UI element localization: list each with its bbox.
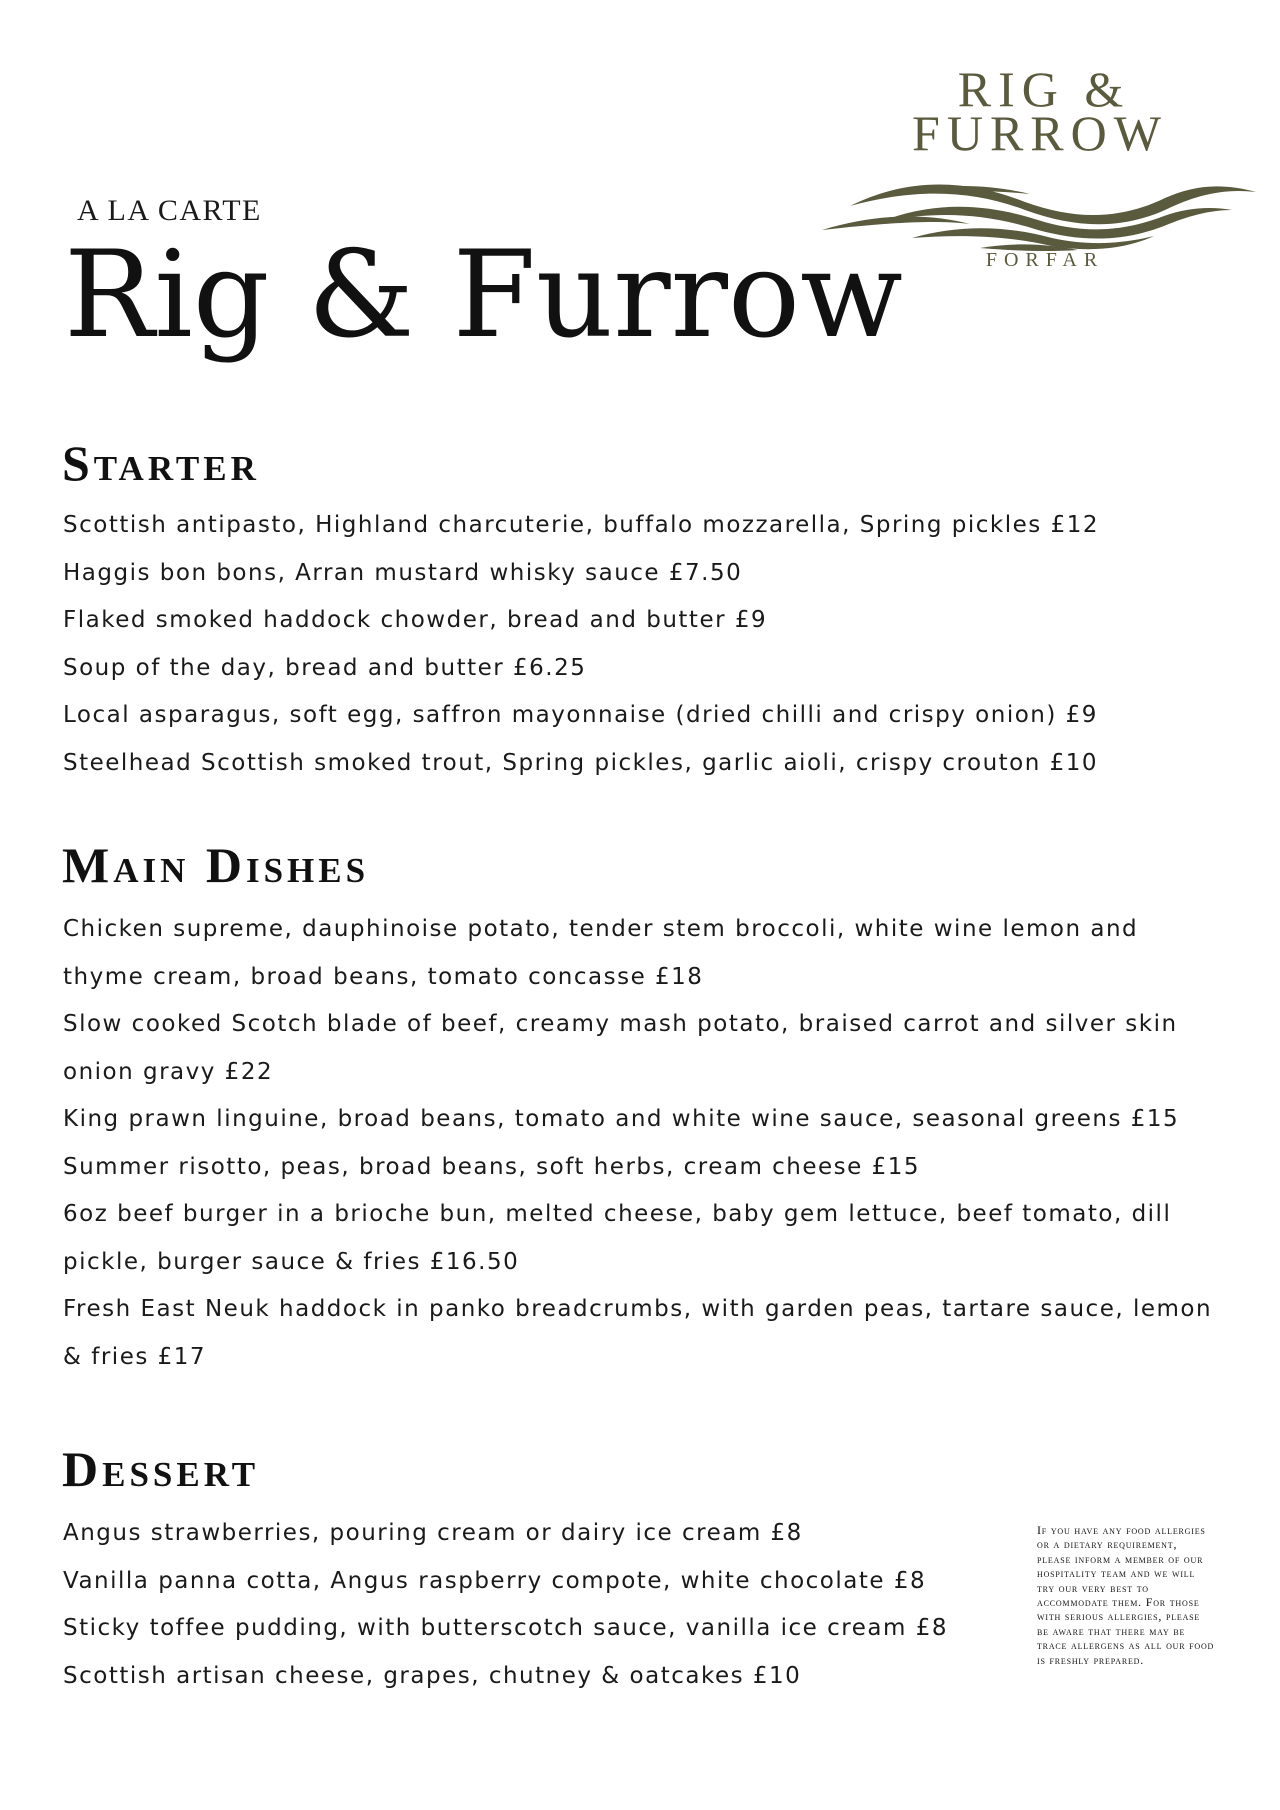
logo-wordmark-line-1: RIG &: [957, 61, 1131, 117]
allergy-notice: If you have any food allergies or a dietary requirement, please inform a member of our hospitality team and we will try our very best to accommodate them. For those with serious allergies, please be aware that there may be trace allergens as all our food is freshly prepared.: [1037, 1523, 1215, 1667]
menu-subtitle: A LA CARTE: [77, 194, 262, 227]
section-heading-main-dishes: Main Dishes: [62, 837, 370, 893]
menu-item-line: & fries £17: [63, 1343, 207, 1370]
menu-item-line: Soup of the day, bread and butter £6.25: [63, 654, 587, 681]
menu-item-line: Scottish antipasto, Highland charcuterie, buffalo mozzarella, Spring pickles £12: [63, 512, 1099, 538]
section-heading-dessert: Dessert: [62, 1441, 260, 1497]
menu-item-line: Angus strawberries, pouring cream or dairy ice cream £8: [63, 1520, 803, 1546]
menu-item-line: Vanilla panna cotta, Angus raspberry compote, white chocolate £8: [63, 1567, 927, 1594]
section-heading-starter: Starter: [62, 435, 260, 491]
starter-list: [63, 502, 1213, 787]
logo-wordmark-line-2: FURROW: [912, 105, 1168, 161]
menu-item-line: Chicken supreme, dauphinoise potato, tender stem broccoli, white wine lemon and: [63, 916, 1139, 942]
menu-item-line: Steelhead Scottish smoked trout, Spring pickles, garlic aioli, crispy crouton £10: [63, 749, 1099, 776]
menu-item-line: Summer risotto, peas, broad beans, soft herbs, cream cheese £15: [63, 1153, 921, 1180]
menu-item-line: Local asparagus, soft egg, saffron mayonnaise (dried chilli and crispy onion) £9: [63, 702, 1098, 728]
logo-town-name: FORFAR: [985, 249, 1105, 271]
menu-item-line: Flaked smoked haddock chowder, bread and butter £9: [63, 607, 768, 633]
menu-item-line: Scottish artisan cheese, grapes, chutney & oatcakes £10: [63, 1662, 802, 1689]
menu-item-line: 6oz beef burger in a brioche bun, melted cheese, baby gem lettuce, beef tomato, dill: [63, 1201, 1172, 1227]
menu-item-line: Haggis bon bons, Arran mustard whisky sauce £7.50: [63, 559, 743, 586]
menu-item-line: Slow cooked Scotch blade of beef, creamy mash potato, braised carrot and silver skin: [63, 1011, 1178, 1037]
main-dishes-list: [63, 906, 1213, 1381]
menu-item-line: thyme cream, broad beans, tomato concasse £18: [63, 963, 704, 990]
menu-item-line: King prawn linguine, broad beans, tomato and white wine sauce, seasonal greens £15: [63, 1106, 1180, 1132]
menu-item-line: pickle, burger sauce & fries £16.50: [63, 1248, 520, 1275]
page-title: Rig & Furrow: [64, 226, 903, 365]
menu-item-line: Fresh East Neuk haddock in panko breadcrumbs, with garden peas, tartare sauce, lemon: [63, 1296, 1213, 1322]
dessert-list: [63, 1510, 1003, 1700]
menu-item-line: Sticky toffee pudding, with butterscotch sauce, vanilla ice cream £8: [63, 1615, 948, 1641]
menu-item-line: onion gravy £22: [63, 1058, 274, 1085]
